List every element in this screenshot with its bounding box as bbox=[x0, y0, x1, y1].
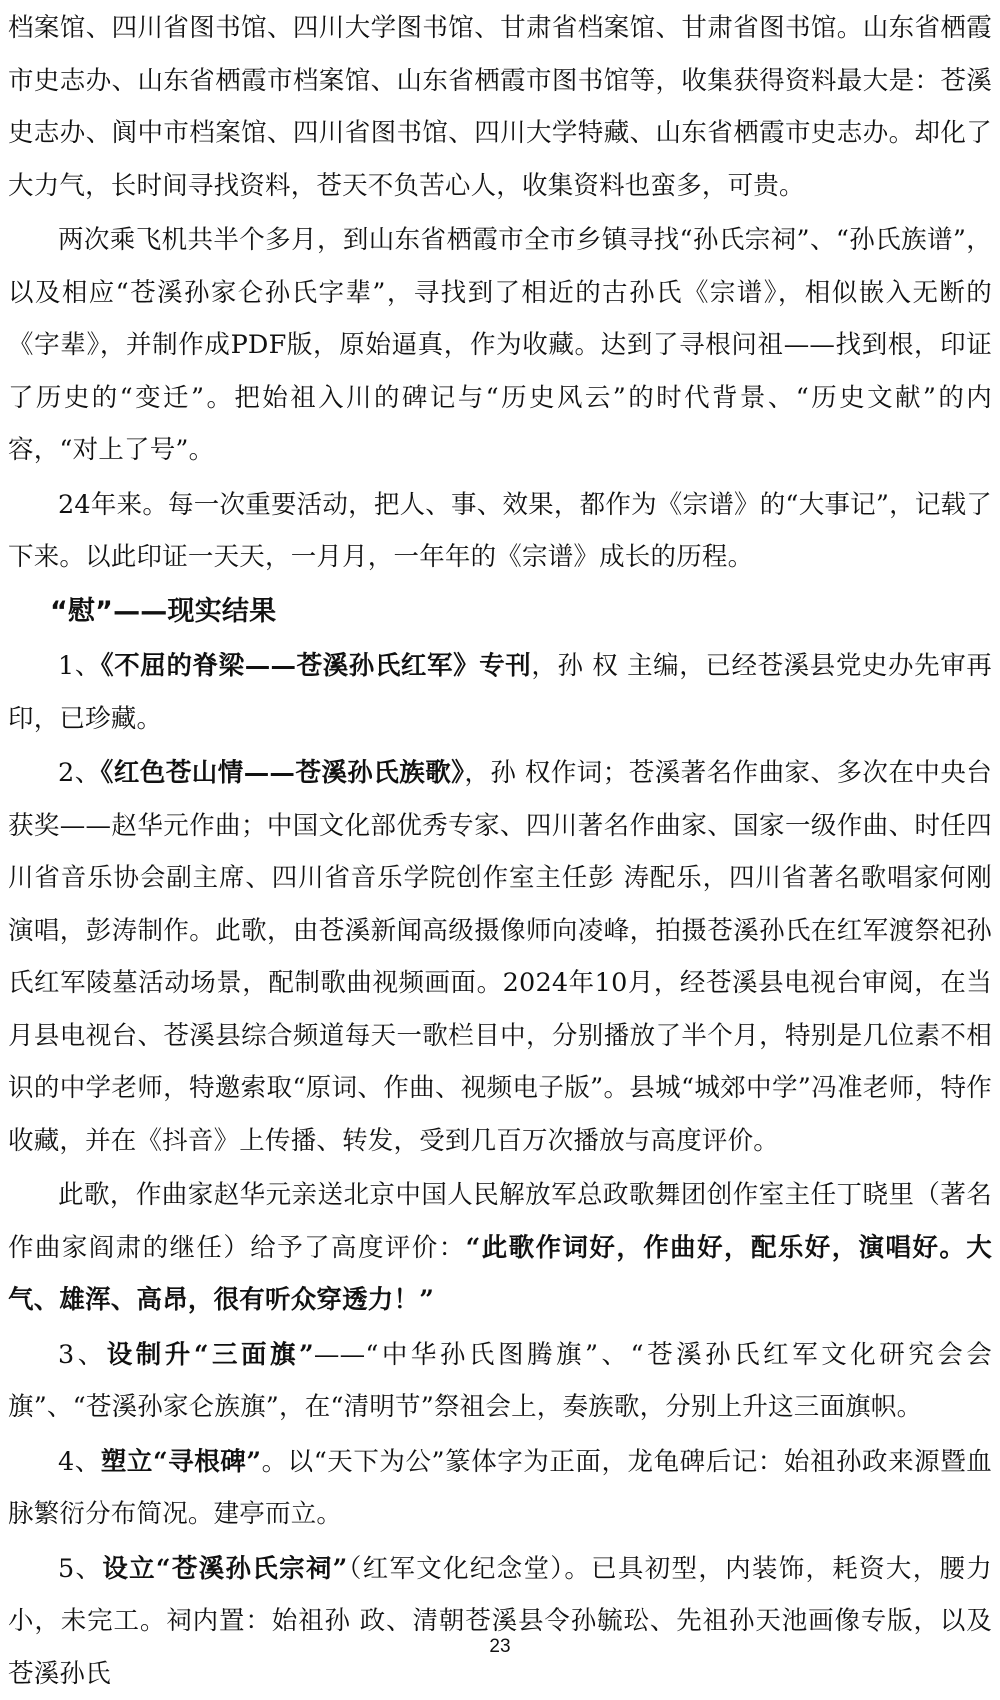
list-item-2 bbox=[8, 747, 992, 1167]
item-text: 。以“天下为公”篆体字为正面，龙龟碑后记：始祖孙政来源暨血脉繁衍分布简况。建亭而立。 bbox=[8, 1447, 992, 1530]
paragraph-text: 此歌，作曲家赵华元亲送北京中国人民解放军总政歌舞团创作室主任丁晓里（著名作曲家阎肃的继任）给予了高度评价： bbox=[8, 1180, 992, 1263]
item-text: ，孙 权 主编，已经苍溪县党史办先审再印，已珍藏。 bbox=[8, 651, 992, 734]
document-body bbox=[8, 2, 992, 1700]
document-page bbox=[8, 0, 992, 1671]
list-item-4 bbox=[8, 1436, 992, 1541]
evaluation-quote: “此歌作词好，作曲好，配乐好，演唱好。大气、雄浑、高昂，很有听众穿透力！” bbox=[8, 1233, 992, 1316]
item-number: 4、 bbox=[58, 1447, 101, 1477]
item-title: 塑立“寻根碑” bbox=[101, 1447, 261, 1477]
item-text: （红军文化纪念堂）。已具初型，内装饰，耗资大，腰力小，未完工。祠内置：始祖孙 政、清朝苍溪县令孙毓玜、先祖孙天池画像专版，以及苍溪孙氏 bbox=[8, 1554, 992, 1689]
item-text: ，孙 权作词；苍溪著名作曲家、多次在中央台获奖——赵华元作曲；中国文化部优秀专家、四川著名作曲家、国家一级作曲、时任四川省音乐协会副主席、四川省音乐学院创作室主任彭 涛配乐，四川省著名歌唱家何刚演唱，彭涛制作。此歌，由苍溪新闻高级摄像师向凌峰，拍摄苍溪孙氏在红军渡祭祀孙氏红军陵墓活动场景，配制歌曲视频画面。2024年10月，经苍溪县电视台审阅，在当月县电视台、苍溪县综合频道每天一歌栏目中，分别播放了半个月，特别是几位素不相识的中学老师，特邀索取“原词、作曲、视频电子版”。县城“城郊中学”冯准老师，特作收藏，并在《抖音》上传播、转发，受到几百万次播放与高度评价。 bbox=[8, 758, 992, 1156]
item-number: 5、 bbox=[58, 1554, 102, 1584]
item-number: 1、 bbox=[58, 651, 101, 681]
list-item-5 bbox=[8, 1543, 992, 1700]
page-number: 23 bbox=[0, 1636, 1000, 1658]
item-title: 《红色苍山情——苍溪孙氏族歌》 bbox=[101, 758, 465, 788]
paragraph-shandong-trip: 两次乘飞机共半个多月，到山东省栖霞市全市乡镇寻找“孙氏宗祠”、“孙氏族谱”，以及相应“苍溪孙家仑孙氏字辈”，寻找到了相近的古孙氏《宗谱》，相似嵌入无断的《字辈》，并制作成PDF版，原始逼真，作为收藏。达到了寻根问祖——找到根，印证了历史的“变迁”。把始祖入川的碑记与“历史风云”的时代背景、“历史文献”的内容，“对上了号”。 bbox=[8, 214, 992, 477]
item-title: 设立“苍溪孙氏宗祠” bbox=[102, 1554, 347, 1584]
paragraph-song-evaluation bbox=[8, 1169, 992, 1327]
item-title: 《不屈的脊梁——苍溪孙氏红军》专刊 bbox=[101, 651, 531, 681]
section-heading: “慰”——现实结果 bbox=[8, 586, 992, 639]
paragraph-24-years: 24年来。每一次重要活动，把人、事、效果，都作为《宗谱》的“大事记”，记载了下来。以此印证一天天，一月月，一年年的《宗谱》成长的历程。 bbox=[8, 479, 992, 584]
paragraph-archives: 档案馆、四川省图书馆、四川大学图书馆、甘肃省档案馆、甘肃省图书馆。山东省栖霞市史志办、山东省栖霞市档案馆、山东省栖霞市图书馆等，收集获得资料最大是：苍溪史志办、阆中市档案馆、四川省图书馆、四川大学特藏、山东省栖霞市史志办。却化了大力气，长时间寻找资料，苍天不负苦心人，收集资料也蛮多，可贵。 bbox=[8, 2, 992, 212]
item-number: 3、 bbox=[58, 1340, 107, 1370]
item-title: 设制升“三面旗” bbox=[107, 1340, 314, 1370]
item-text: ——“中华孙氏图腾旗”、“苍溪孙氏红军文化研究会会旗”、“苍溪孙家仑族旗”，在“清明节”祭祖会上，奏族歌，分别上升这三面旗帜。 bbox=[8, 1340, 992, 1423]
item-number: 2、 bbox=[58, 758, 101, 788]
list-item-1 bbox=[8, 640, 992, 745]
list-item-3 bbox=[8, 1329, 992, 1434]
